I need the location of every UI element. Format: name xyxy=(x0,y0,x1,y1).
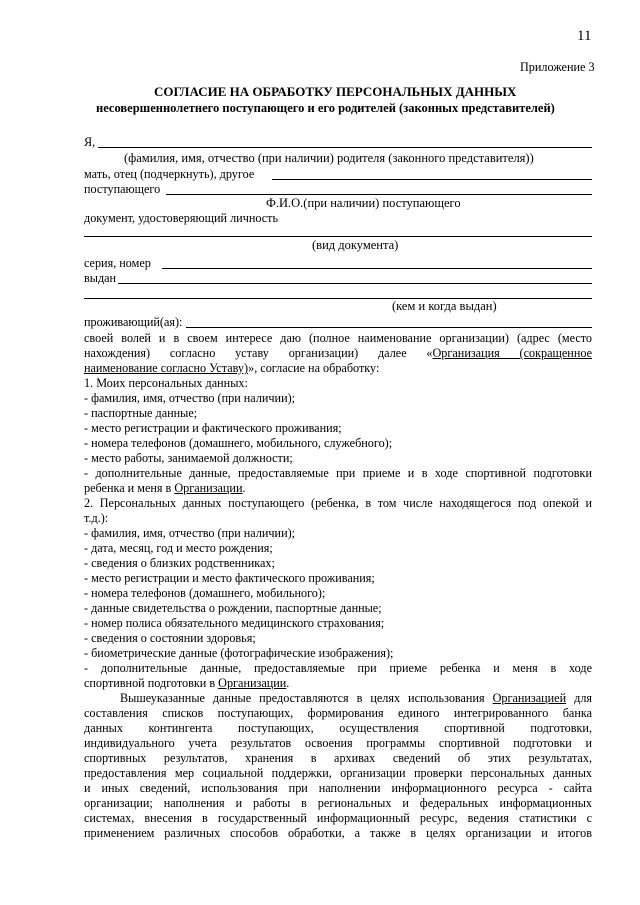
section-2-last-item-text: спортивной подготовки в xyxy=(84,676,219,690)
section-1-item: - номера телефонов (домашнего, мобильного, служебного); xyxy=(84,436,393,450)
series-label: серия, номер xyxy=(84,256,151,270)
parent-name-field[interactable] xyxy=(98,147,592,148)
section-1-item: - место регистрации и фактического проживания; xyxy=(84,421,342,435)
purpose-line: индивидуального учета результатов освоения программы спортивной подготовки и xyxy=(84,736,592,750)
document-type-caption: (вид документа) xyxy=(312,238,399,252)
applicant-name-field[interactable] xyxy=(166,194,592,195)
section-2-item: - дата, месяц, год и место рождения; xyxy=(84,541,273,555)
appendix-label: Приложение 3 xyxy=(520,60,595,74)
intro-line-2 xyxy=(84,346,592,360)
issued-by-field[interactable] xyxy=(118,283,592,284)
series-number-field[interactable] xyxy=(162,268,592,269)
statute-name-placeholder: наименование согласно Уставу) xyxy=(84,361,249,375)
purpose-line: применением различных способов обработки, а также в целях организации и итогов xyxy=(84,826,592,840)
ya-label: Я, xyxy=(84,135,96,149)
document-type-field[interactable] xyxy=(84,236,592,237)
page-number: 11 xyxy=(577,28,592,44)
section-2-title-end: т.д.): xyxy=(84,511,109,525)
purpose-paragraph-first-line xyxy=(120,691,592,705)
purpose-line: предоставления мер социальной поддержки, организации проверки персональных данных xyxy=(84,766,592,780)
section-1-last-item-text: ребенка и меня в xyxy=(84,481,175,495)
purpose-line: системах, внесения в государственный информационный ресурс, ведения статистики с xyxy=(84,811,592,825)
applicant-label: поступающего xyxy=(84,182,161,196)
organization-short-name-placeholder: Организация (сокращенное xyxy=(432,346,592,360)
organization-ref: Организации xyxy=(218,676,287,690)
document-title: СОГЛАСИЕ НА ОБРАБОТКУ ПЕРСОНАЛЬНЫХ ДАННЫХ xyxy=(154,84,517,99)
section-1-title: 1. Моих персональных данных: xyxy=(84,376,248,390)
section-2-item: - фамилия, имя, отчество (при наличии); xyxy=(84,526,296,540)
issued-caption: (кем и когда выдан) xyxy=(392,299,497,313)
section-1-last-item-end xyxy=(84,481,246,495)
purpose-text-end: для xyxy=(566,691,593,705)
purpose-line: организации; наполнения и работы в региональных и федеральных информационных xyxy=(84,796,592,810)
purpose-line: данных контингента поступающих, осуществления спортивной подготовки, xyxy=(84,721,592,735)
purpose-text: Вышеуказанные данные предоставляются в целях использования xyxy=(120,691,493,705)
section-1-last-item: - дополнительные данные, предоставляемые при приеме и в ходе спортивной подготовки xyxy=(84,466,592,480)
section-2-last-item: - дополнительные данные, предоставляемые при приеме ребенка и меня в ходе xyxy=(84,661,592,675)
organization-ref: Организацией xyxy=(492,691,567,705)
residence-field[interactable] xyxy=(186,327,592,328)
id-document-label: документ, удостоверяющий личность xyxy=(84,211,279,225)
intro-line-1: своей волей и в своем интересе даю (полное наименование организации) (адрес (место xyxy=(84,331,592,345)
intro-line-3 xyxy=(84,361,379,375)
section-2-item: - номер полиса обязательного медицинского страхования; xyxy=(84,616,385,630)
residing-label: проживающий(ая): xyxy=(84,315,183,329)
section-2-item: - номера телефонов (домашнего, мобильного); xyxy=(84,586,326,600)
issued-label: выдан xyxy=(84,271,117,285)
section-1-item: - место работы, занимаемой должности; xyxy=(84,451,293,465)
parent-name-caption: (фамилия, имя, отчество (при наличии) родителя (законного представителя)) xyxy=(124,151,534,165)
section-1-item: - фамилия, имя, отчество (при наличии); xyxy=(84,391,296,405)
section-2-item: - сведения о близких родственниках; xyxy=(84,556,275,570)
relation-field[interactable] xyxy=(272,179,592,180)
issued-by-field-continued[interactable] xyxy=(84,298,592,299)
purpose-line: спортивных результатов, хранения в архивах сведений об этих результатах, xyxy=(84,751,592,765)
intro-line-3-text: », согласие на обработку: xyxy=(248,361,380,375)
applicant-caption: Ф.И.О.(при наличии) поступающего xyxy=(266,196,461,210)
section-2-item: - место регистрации и место фактического проживания; xyxy=(84,571,375,585)
section-2-last-item-end xyxy=(84,676,289,690)
period: . xyxy=(286,676,290,690)
intro-line-2-text: нахождения) согласно уставу организации) далее « xyxy=(84,346,433,360)
section-2-item: - сведения о состоянии здоровья; xyxy=(84,631,256,645)
period: . xyxy=(242,481,246,495)
purpose-line: и иных сведений, использования при наполнении информационного ресурса - сайта xyxy=(84,781,592,795)
section-2-item: - данные свидетельства о рождении, паспортные данные; xyxy=(84,601,382,615)
document-subtitle: несовершеннолетнего поступающего и его родителей (законных представителей) xyxy=(96,101,555,115)
section-1-item: - паспортные данные; xyxy=(84,406,198,420)
section-2-item: - биометрические данные (фотографические изображения); xyxy=(84,646,394,660)
organization-ref: Организации xyxy=(174,481,243,495)
relation-label: мать, отец (подчеркнуть), другое xyxy=(84,167,255,181)
purpose-line: составления списков поступающих, формирования единого интегрированного банка xyxy=(84,706,592,720)
section-2-title: 2. Персональных данных поступающего (ребенка, в том числе находящегося под опекой и xyxy=(84,496,592,510)
